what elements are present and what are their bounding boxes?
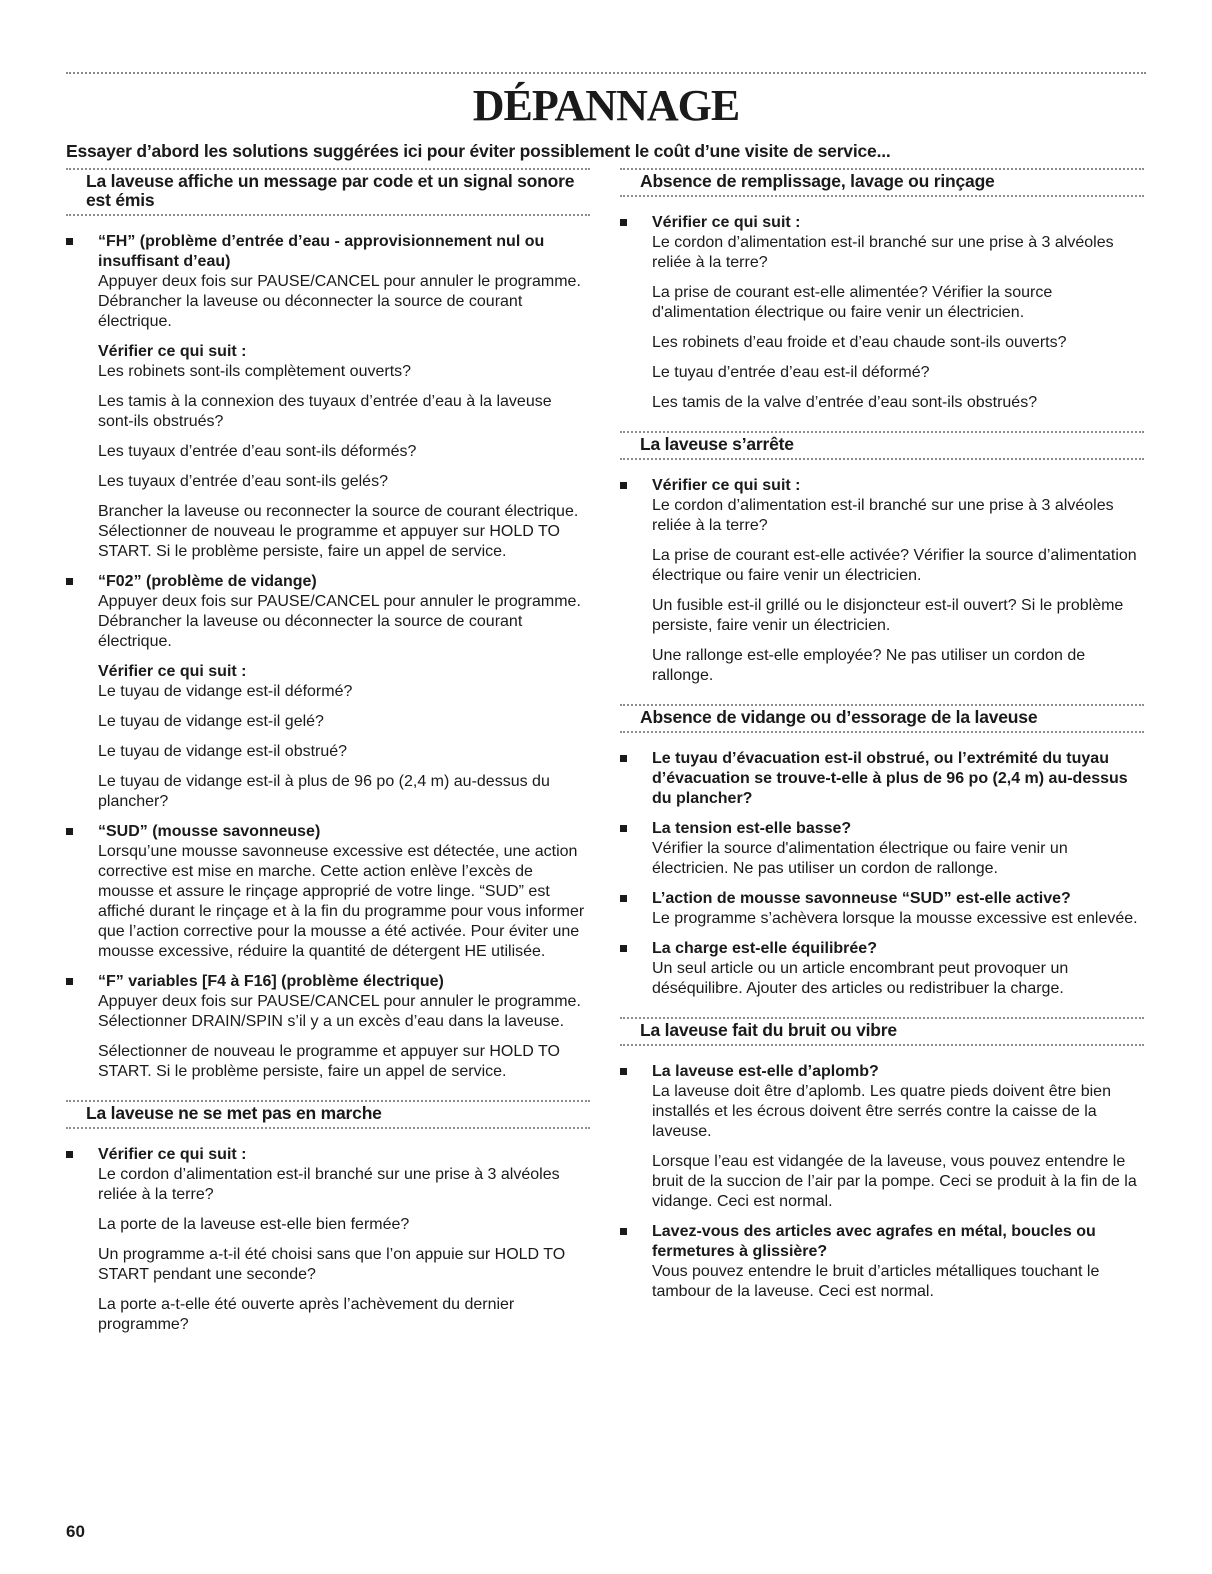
item-title: Le tuyau d’évacuation est-il obstrué, ou l’extrémité du tuyau d’évacuation se trouve-t-elle à plus de 96 po (2,4 m) au-dessus du plancher? [652, 750, 1128, 807]
paragraph: Le tuyau de vidange est-il déformé? [98, 683, 353, 700]
item-title: Vérifier ce qui suit : [652, 214, 801, 231]
item-title: “F” variables [F4 à F16] (problème électrique) [98, 973, 444, 990]
list-item-fh [66, 232, 590, 562]
item-title: La tension est-elle basse? [652, 820, 852, 837]
paragraph: Un fusible est-il grillé ou le disjoncteur est-il ouvert? Si le problème persiste, faire venir un électricien. [652, 597, 1124, 634]
square-bullet-icon [66, 578, 73, 585]
square-bullet-icon [66, 238, 73, 245]
section-no-fill [620, 168, 1144, 431]
section-error-codes [66, 168, 590, 1100]
list-item [620, 1062, 1144, 1212]
list-item-f-variables [66, 972, 590, 1082]
paragraph: La prise de courant est-elle activée? Vérifier la source d’alimentation électrique ou faire venir un électricien. [652, 547, 1137, 584]
paragraph: Le cordon d’alimentation est-il branché sur une prise à 3 alvéoles reliée à la terre? [652, 497, 1114, 534]
square-bullet-icon [620, 825, 627, 832]
list-item [620, 476, 1144, 686]
section-no-start [66, 1100, 590, 1353]
list-item [620, 213, 1144, 413]
section-body [66, 1129, 590, 1353]
section-body [620, 197, 1144, 431]
section-body [66, 216, 590, 1100]
paragraph: Les robinets d’eau froide et d’eau chaude sont-ils ouverts? [652, 334, 1067, 351]
list-item [620, 939, 1144, 999]
check-heading: Vérifier ce qui suit : [98, 663, 247, 680]
right-column [620, 168, 1144, 1320]
paragraph: Le tuyau de vidange est-il gelé? [98, 713, 324, 730]
manual-page [66, 0, 1146, 1574]
page-title: DÉPANNAGE [472, 81, 740, 130]
section-header [620, 704, 1144, 733]
paragraph: La porte de la laveuse est-elle bien fermée? [98, 1216, 410, 1233]
item-title: “FH” (problème d’entrée d’eau - approvisionnement nul ou insuffisant d’eau) [98, 233, 545, 270]
list-item [620, 889, 1144, 929]
square-bullet-icon [620, 219, 627, 226]
list-item-sud [66, 822, 590, 962]
section-no-drain [620, 704, 1144, 1017]
square-bullet-icon [620, 945, 627, 952]
square-bullet-icon [620, 755, 627, 762]
paragraph: Appuyer deux fois sur PAUSE/CANCEL pour annuler le programme. Sélectionner DRAIN/SPIN s’il y a un excès d’eau dans la laveuse. [98, 993, 581, 1030]
section-header [620, 168, 1144, 197]
list-item [620, 1222, 1144, 1302]
paragraph: Les tuyaux d’entrée d’eau sont-ils déformés? [98, 443, 417, 460]
list-item [620, 749, 1144, 809]
paragraph: Le cordon d’alimentation est-il branché sur une prise à 3 alvéoles reliée à la terre? [98, 1166, 560, 1203]
section-stops [620, 431, 1144, 704]
paragraph: Brancher la laveuse ou reconnecter la source de courant électrique. Sélectionner de nouveau le programme et appuyer sur HOLD TO START. Si le problème persiste, faire un appel de service. [98, 503, 579, 560]
paragraph: Les robinets sont-ils complètement ouverts? [98, 363, 412, 380]
paragraph: Le programme s’achèvera lorsque la mousse excessive est enlevée. [652, 910, 1138, 927]
item-title: Vérifier ce qui suit : [98, 1146, 247, 1163]
square-bullet-icon [66, 828, 73, 835]
paragraph: Un programme a-t-il été choisi sans que l’on appuie sur HOLD TO START pendant une seconde? [98, 1246, 566, 1283]
section-title: La laveuse fait du bruit ou vibre [640, 1020, 897, 1040]
section-header [620, 1017, 1144, 1046]
square-bullet-icon [620, 1068, 627, 1075]
top-dotted-rule [66, 72, 1146, 74]
square-bullet-icon [66, 1151, 73, 1158]
list-item [620, 819, 1144, 879]
paragraph: Les tamis de la valve d’entrée d’eau sont-ils obstrués? [652, 394, 1038, 411]
section-noise [620, 1017, 1144, 1320]
paragraph: Une rallonge est-elle employée? Ne pas utiliser un cordon de rallonge. [652, 647, 1086, 684]
paragraph: La porte a-t-elle été ouverte après l’achèvement du dernier programme? [98, 1296, 515, 1333]
item-title: “F02” (problème de vidange) [98, 573, 317, 590]
paragraph: Lorsque l’eau est vidangée de la laveuse, vous pouvez entendre le bruit de la succion de l’air par la pompe. Ceci se produit à la fin de la vidange. Ceci est normal. [652, 1153, 1137, 1210]
paragraph: Vérifier la source d'alimentation électrique ou faire venir un électricien. Ne pas utiliser un cordon de rallonge. [652, 840, 1068, 877]
paragraph: Appuyer deux fois sur PAUSE/CANCEL pour annuler le programme. Débrancher la laveuse ou déconnecter la source de courant électrique. [98, 593, 581, 650]
paragraph: Le tuyau d’entrée d’eau est-il déformé? [652, 364, 930, 381]
square-bullet-icon [66, 978, 73, 985]
paragraph: Appuyer deux fois sur PAUSE/CANCEL pour annuler le programme. Débrancher la laveuse ou déconnecter la source de courant électrique. [98, 273, 581, 330]
list-item [66, 1145, 590, 1335]
section-body [620, 733, 1144, 1017]
section-body [620, 1046, 1144, 1320]
paragraph: La laveuse doit être d’aplomb. Les quatre pieds doivent être bien installés et les écrous doivent être serrés contre la caisse de la laveuse. [652, 1083, 1111, 1140]
paragraph: Un seul article ou un article encombrant peut provoquer un déséquilibre. Ajouter des articles ou redistribuer la charge. [652, 960, 1069, 997]
section-title: Absence de remplissage, lavage ou rinçage [640, 171, 995, 191]
square-bullet-icon [620, 895, 627, 902]
paragraph: Le cordon d’alimentation est-il branché sur une prise à 3 alvéoles reliée à la terre? [652, 234, 1114, 271]
section-title: Absence de vidange ou d’essorage de la laveuse [640, 707, 1038, 727]
item-title: L’action de mousse savonneuse “SUD” est-elle active? [652, 890, 1071, 907]
left-column [66, 168, 590, 1353]
page-number: 60 [66, 1522, 85, 1541]
item-title: La charge est-elle équilibrée? [652, 940, 877, 957]
paragraph: Les tuyaux d’entrée d’eau sont-ils gelés? [98, 473, 388, 490]
item-title: “SUD” (mousse savonneuse) [98, 823, 321, 840]
square-bullet-icon [620, 1228, 627, 1235]
section-header [620, 431, 1144, 460]
section-header [66, 1100, 590, 1129]
intro-text: Essayer d’abord les solutions suggérées ici pour éviter possiblement le coût d’une visite de service... [66, 141, 891, 161]
item-title: Lavez-vous des articles avec agrafes en métal, boucles ou fermetures à glissière? [652, 1223, 1096, 1260]
section-header [66, 168, 590, 216]
paragraph: La prise de courant est-elle alimentée? Vérifier la source d'alimentation électrique ou faire venir un électricien. [652, 284, 1053, 321]
paragraph: Le tuyau de vidange est-il à plus de 96 po (2,4 m) au-dessus du plancher? [98, 773, 550, 810]
section-body [620, 460, 1144, 704]
section-title: La laveuse ne se met pas en marche [86, 1103, 382, 1123]
item-title: Vérifier ce qui suit : [652, 477, 801, 494]
paragraph: Sélectionner de nouveau le programme et appuyer sur HOLD TO START. Si le problème persiste, faire un appel de service. [98, 1043, 560, 1080]
paragraph: Les tamis à la connexion des tuyaux d’entrée d’eau à la laveuse sont-ils obstrués? [98, 393, 552, 430]
section-title: La laveuse s’arrête [640, 434, 794, 454]
section-title: La laveuse affiche un message par code et un signal sonore est émis [86, 171, 575, 210]
paragraph: Vous pouvez entendre le bruit d’articles métalliques touchant le tambour de la laveuse. Ceci est normal. [652, 1263, 1100, 1300]
check-heading: Vérifier ce qui suit : [98, 343, 247, 360]
list-item-f02 [66, 572, 590, 812]
square-bullet-icon [620, 482, 627, 489]
item-title: La laveuse est-elle d’aplomb? [652, 1063, 879, 1080]
paragraph: Le tuyau de vidange est-il obstrué? [98, 743, 348, 760]
paragraph: Lorsqu’une mousse savonneuse excessive est détectée, une action corrective est mise en marche. Cette action enlève l’excès de mousse et assure le rinçage approprié de votre linge. “SUD” est affiché durant le rinçage et à la fin du programme pour vous informer que l’action corrective pour la mousse a été activée. Pour éviter une mousse excessive, réduire la quantité de détergent HE utilisée. [98, 843, 585, 960]
